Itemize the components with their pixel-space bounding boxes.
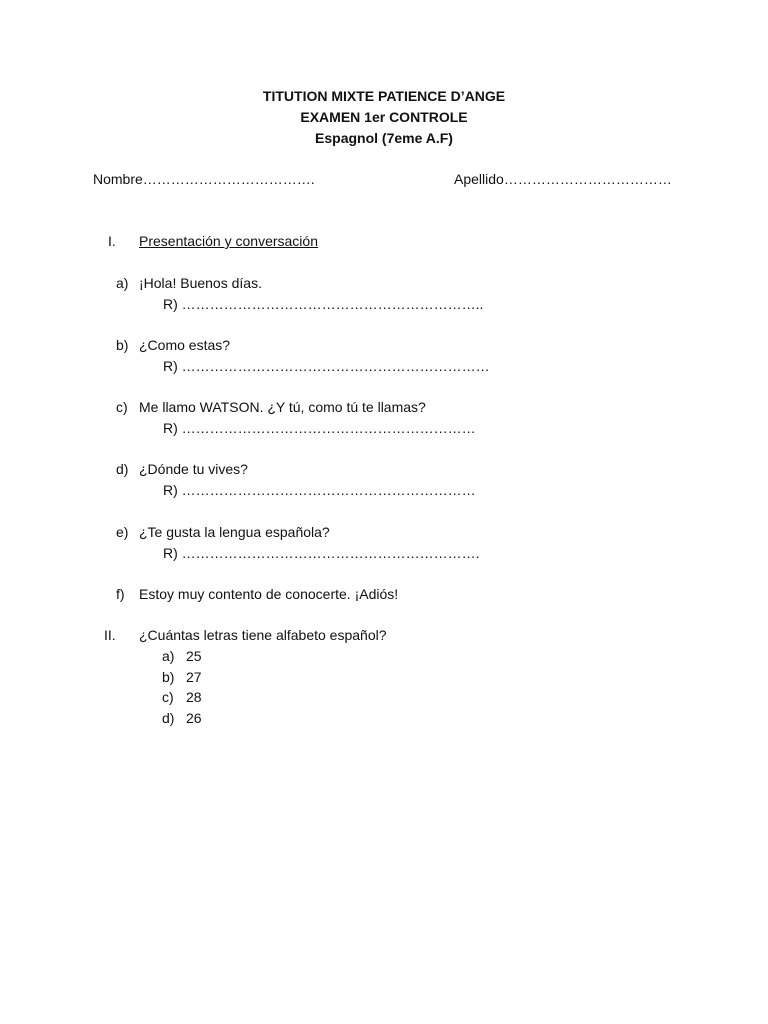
answer-line: R) ………………………………………………………. xyxy=(163,545,480,561)
answer-line: R) ………………………………………………………… xyxy=(163,358,490,374)
item-letter: c) xyxy=(116,399,128,415)
item-question: Me llamo WATSON. ¿Y tú, como tú te llamas? xyxy=(139,399,426,415)
section-1-title: Presentación y conversación xyxy=(139,233,318,249)
item-letter: d) xyxy=(116,461,129,477)
item-question: ¿Como estas? xyxy=(139,337,231,353)
option-value: 25 xyxy=(186,648,202,664)
school-name: TITUTION MIXTE PATIENCE D’ANGE xyxy=(262,88,506,104)
option-letter: c) xyxy=(162,689,174,705)
section-2-numeral: II. xyxy=(104,627,116,643)
option-letter: a) xyxy=(162,648,175,664)
item-statement: Estoy muy contento de conocerte. ¡Adiós! xyxy=(139,586,399,602)
item-letter: e) xyxy=(116,524,129,540)
section-2-question: ¿Cuántas letras tiene alfabeto español? xyxy=(139,627,387,643)
nombre-field: Nombre………………………………. xyxy=(93,171,315,187)
item-question: ¿Dónde tu vives? xyxy=(139,461,248,477)
apellido-field: Apellido……………………………… xyxy=(454,171,672,187)
answer-line: R) ……………………………………………………… xyxy=(163,420,476,436)
option-letter: d) xyxy=(162,710,175,726)
subject-title: Espagnol (7eme A.F) xyxy=(315,130,453,146)
answer-line: R) ……………………………………………………… xyxy=(163,482,476,498)
item-letter: b) xyxy=(116,337,129,353)
answer-line: R) ……………………………………………………….. xyxy=(163,296,484,312)
option-value: 27 xyxy=(186,669,202,685)
option-letter: b) xyxy=(162,669,175,685)
item-question: ¿Te gusta la lengua española? xyxy=(139,524,330,540)
option-value: 26 xyxy=(186,710,202,726)
section-1-numeral: I. xyxy=(108,233,116,249)
exam-title: EXAMEN 1er CONTROLE xyxy=(300,109,468,125)
option-value: 28 xyxy=(186,689,202,705)
item-letter: a) xyxy=(116,275,129,291)
item-letter: f) xyxy=(116,586,125,602)
item-question: ¡Hola! Buenos días. xyxy=(139,275,262,291)
